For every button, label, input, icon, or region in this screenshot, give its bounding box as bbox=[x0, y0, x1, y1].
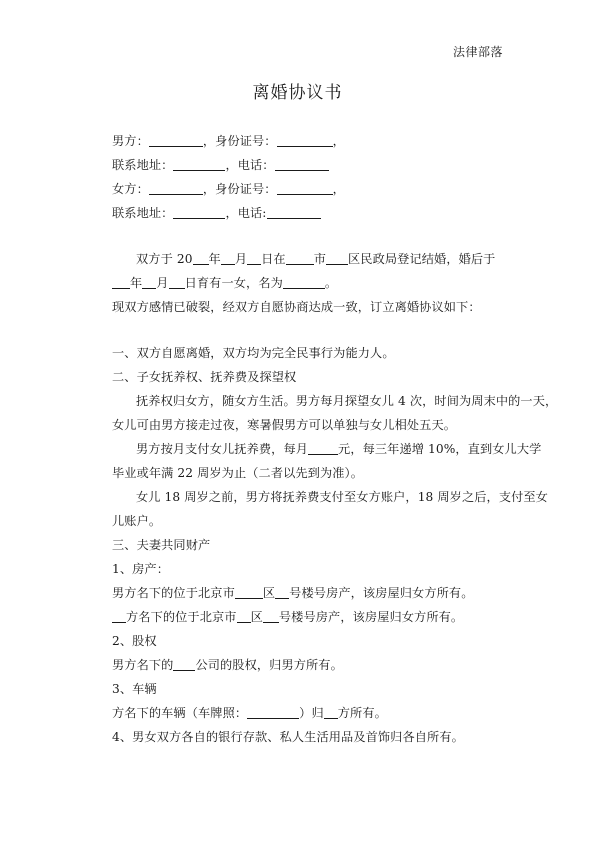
intro-line-1 bbox=[136, 250, 495, 267]
intro-text: 日在 bbox=[261, 252, 286, 266]
personal-property-line: 4、男女双方各自的银行存款、私人生活用品及首饰归各自所有。 bbox=[112, 730, 464, 744]
husband-label: 男方： bbox=[112, 134, 149, 148]
equity-text: 公司的股权，归男方所有。 bbox=[195, 658, 343, 672]
property-text: 号楼号房产，该房屋归女方所有。 bbox=[278, 610, 464, 624]
husband-tel-blank[interactable] bbox=[275, 158, 329, 171]
wife-tel-blank[interactable] bbox=[267, 206, 321, 219]
intro-text: 月 bbox=[156, 276, 169, 290]
birth-day-blank[interactable] bbox=[169, 276, 185, 289]
property-text: 区 bbox=[262, 586, 276, 600]
marriage-day-blank[interactable] bbox=[247, 252, 261, 265]
wife-label: 女方： bbox=[112, 182, 149, 196]
payment-line-2: 儿账户。 bbox=[112, 514, 162, 528]
vehicle-line bbox=[112, 704, 387, 721]
intro-text: 。 bbox=[324, 276, 338, 290]
property-text: 区 bbox=[250, 610, 263, 624]
husband-address-label: 联系地址： bbox=[112, 158, 174, 172]
intro-text: 双方于 20 bbox=[136, 252, 193, 266]
marriage-city-blank[interactable] bbox=[286, 252, 314, 265]
marriage-month-blank[interactable] bbox=[221, 252, 235, 265]
property-district-blank[interactable] bbox=[235, 586, 263, 599]
husband-name-blank[interactable] bbox=[149, 134, 203, 147]
header-source: 法律部落 bbox=[452, 45, 503, 59]
equity-text: 男方名下的 bbox=[112, 658, 174, 672]
husband-address-blank[interactable] bbox=[173, 158, 225, 171]
clause-2-heading: 二、子女抚养权、抚养费及探望权 bbox=[112, 370, 297, 384]
vehicle-text: ）归 bbox=[299, 706, 324, 720]
intro-text: 年 bbox=[130, 276, 143, 290]
vehicle-text: 方所有。 bbox=[337, 706, 387, 720]
support-text: 元，每三年递增 10%，直到女儿大学 bbox=[338, 442, 542, 456]
plate-blank[interactable] bbox=[247, 706, 299, 719]
marriage-district-blank[interactable] bbox=[326, 252, 348, 265]
daughter-name-blank[interactable] bbox=[283, 276, 325, 289]
husband-contact-line bbox=[112, 156, 329, 173]
comma: ， bbox=[332, 182, 345, 196]
marriage-year-blank[interactable] bbox=[193, 252, 209, 265]
property-building-blank-2[interactable] bbox=[263, 610, 279, 623]
intro-text: 区民政局登记结婚，婚后于 bbox=[348, 252, 496, 266]
husband-line bbox=[112, 132, 345, 149]
property-building-blank[interactable] bbox=[275, 586, 289, 599]
property-line-2 bbox=[112, 608, 463, 625]
wife-id-label: ，身份证号： bbox=[202, 182, 277, 196]
equity-heading: 2、股权 bbox=[112, 634, 157, 648]
intro-text: 月 bbox=[234, 252, 248, 266]
intro-text: 日育有一女，名为 bbox=[184, 276, 283, 290]
wife-address-blank[interactable] bbox=[173, 206, 225, 219]
intro-line-2 bbox=[112, 274, 337, 291]
clause-3-heading: 三、夫妻共同财产 bbox=[112, 538, 211, 552]
wife-name-blank[interactable] bbox=[149, 182, 203, 195]
custody-text-line-1: 抚养权归女方，随女方生活。男方每月探望女儿 4 次，时间为周末中的一天， bbox=[136, 394, 558, 408]
property-text: 号楼号房产，该房屋归女方所有。 bbox=[289, 586, 474, 600]
vehicle-heading: 3、车辆 bbox=[112, 682, 157, 696]
husband-id-label: ，身份证号： bbox=[202, 134, 277, 148]
support-amount-blank[interactable] bbox=[308, 442, 338, 455]
payment-line-1: 女儿 18 周岁之前，男方将抚养费支付至女方账户，18 周岁之后，支付至女 bbox=[136, 490, 548, 504]
document-title: 离婚协议书 bbox=[252, 83, 343, 103]
wife-line bbox=[112, 180, 345, 197]
wife-tel-label: ，电话: bbox=[225, 206, 267, 220]
support-line-1 bbox=[136, 440, 541, 457]
vehicle-text: 方名下的车辆（车牌照： bbox=[112, 706, 248, 720]
property-district-blank-2[interactable] bbox=[237, 610, 251, 623]
comma: ， bbox=[332, 134, 345, 148]
vehicle-owner-blank[interactable] bbox=[324, 706, 338, 719]
support-text: 男方按月支付女儿抚养费，每月 bbox=[136, 442, 309, 456]
wife-contact-line bbox=[112, 204, 321, 221]
intro-text: 市 bbox=[313, 252, 327, 266]
birth-year-blank[interactable] bbox=[112, 276, 130, 289]
owner-blank[interactable] bbox=[112, 610, 126, 623]
wife-id-blank[interactable] bbox=[277, 182, 333, 195]
husband-tel-label: ，电话： bbox=[225, 158, 275, 172]
custody-text-line-2: 女儿可由男方接走过夜，寒暑假男方可以单独与女儿相处五天。 bbox=[112, 418, 457, 432]
company-blank[interactable] bbox=[173, 658, 195, 671]
intro-line-3: 现双方感情已破裂，经双方自愿协商达成一致，订立离婚协议如下： bbox=[112, 300, 481, 314]
support-line-2: 毕业或年满 22 周岁为止（二者以先到为准）。 bbox=[112, 466, 364, 480]
property-line-1 bbox=[112, 584, 473, 601]
property-text: 男方名下的位于北京市 bbox=[112, 586, 235, 600]
wife-address-label: 联系地址： bbox=[112, 206, 174, 220]
property-heading: 1、房产： bbox=[112, 562, 170, 576]
husband-id-blank[interactable] bbox=[277, 134, 333, 147]
property-text: 方名下的位于北京市 bbox=[126, 610, 237, 624]
birth-month-blank[interactable] bbox=[142, 276, 156, 289]
intro-text: 年 bbox=[208, 252, 221, 266]
clause-1: 一、双方自愿离婚，双方均为完全民事行为能力人。 bbox=[112, 346, 395, 360]
equity-line bbox=[112, 656, 343, 673]
